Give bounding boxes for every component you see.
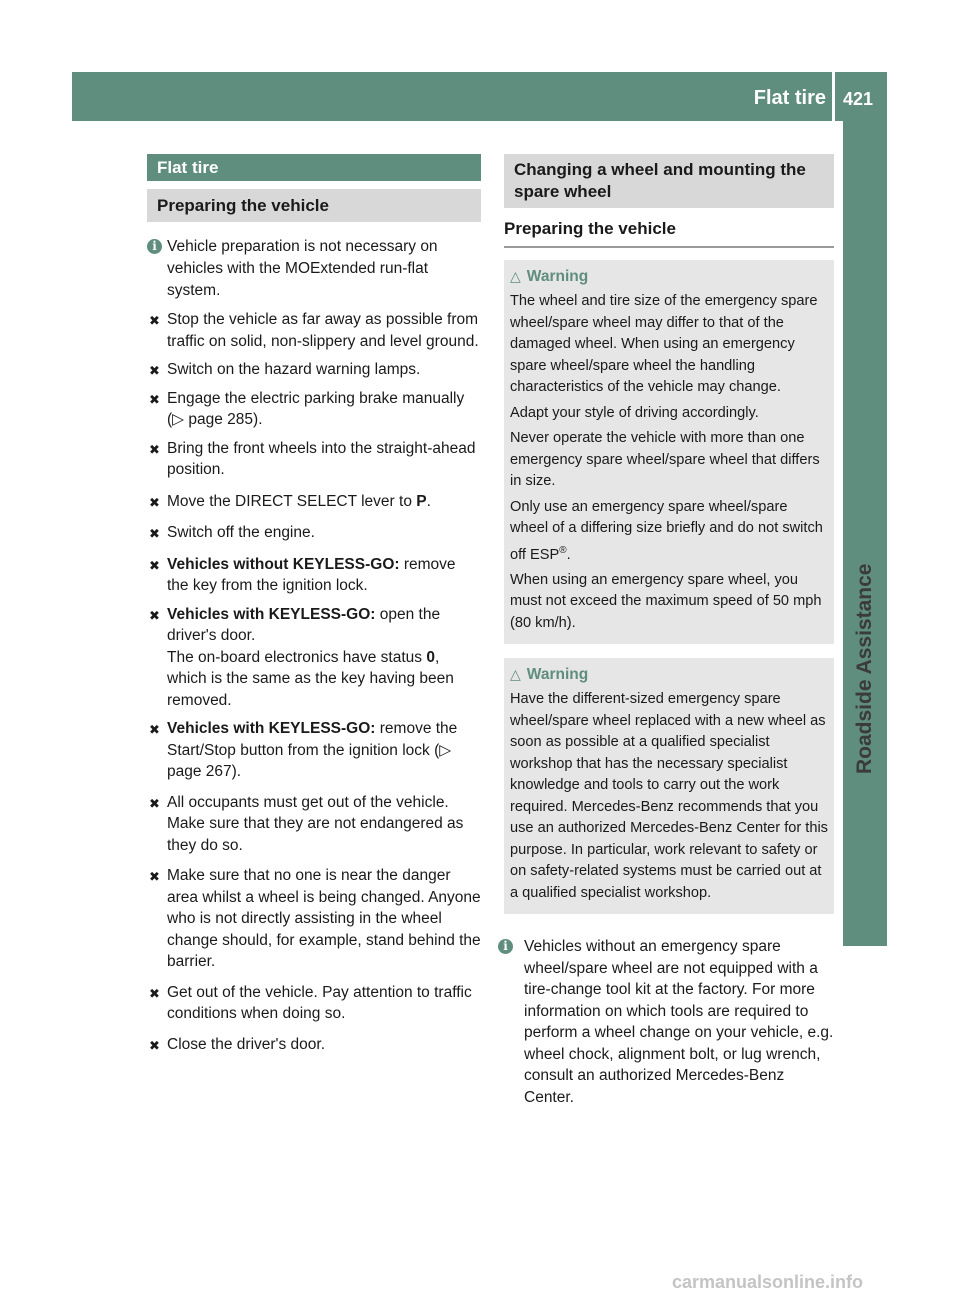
step-text: remove the Start/Stop button from the ignition lock (▷ page 267). (167, 720, 458, 780)
list-item (147, 1034, 481, 1056)
list-item (147, 554, 481, 597)
step-arrow-icon: ✖ (149, 1037, 160, 1053)
right-column (504, 154, 834, 1108)
esp-tail: . (566, 546, 571, 563)
step-extra-bold: 0 (426, 648, 435, 666)
step-text: remove the key from the ignition lock. (167, 555, 456, 594)
step-text: Get out of the vehicle. Pay attention to traffic conditions when doing so. (167, 983, 472, 1022)
step-text: open the driver's door. (167, 605, 441, 644)
step-text: Switch off the engine. (167, 524, 315, 541)
warning-triangle-icon: △ (510, 268, 521, 284)
esp-text: Only use an emergency spare wheel/spare wheel of a differing size briefly and do not switch off ESP (510, 498, 823, 563)
step-text: Close the driver's door. (167, 1035, 326, 1053)
warning-triangle-icon: △ (510, 666, 521, 683)
list-item (147, 438, 481, 481)
section-title: Flat tire (147, 154, 481, 181)
step-text: All occupants must get out of the vehicle. Make sure that they are not endangered as they do so. (167, 793, 464, 854)
list-item (147, 309, 481, 352)
registered-mark: ® (559, 544, 567, 556)
step-text: Switch on the hazard warning lamps. (167, 361, 421, 378)
step-arrow-icon: ✖ (149, 607, 160, 623)
step-arrow-icon: ✖ (149, 985, 160, 1001)
list-item (147, 522, 481, 544)
step-arrow-icon: ✖ (149, 795, 160, 811)
left-column (147, 154, 481, 1055)
step-text: Bring the front wheels into the straight-ahead position. (167, 439, 476, 478)
info-note (147, 236, 481, 302)
warning-paragraph: Never operate the vehicle with more than one emergency spare wheel/spare wheel that differs in size. (510, 430, 820, 489)
side-tab (843, 121, 887, 946)
step-arrow-icon: ✖ (149, 869, 160, 884)
list-item (147, 865, 481, 973)
info-note (504, 936, 834, 1108)
warning-heading (510, 664, 828, 685)
step-arrow-icon: ✖ (149, 441, 160, 457)
step-text: Make sure that no one is near the danger area whilst a wheel is being changed. Anyone who is not directly assisting in the wheel change should, for example, stand behind the barrier. (167, 867, 481, 970)
warning-paragraph: The wheel and tire size of the emergency spare wheel/spare wheel may differ to that of the damaged wheel. When using an emergency spare wheel/spare wheel the handling characteristics of the vehicle may change. (510, 293, 818, 395)
list-item (147, 604, 481, 712)
header-separator (832, 72, 835, 121)
warning-label: Warning (526, 268, 589, 285)
step-text: Move the DIRECT SELECT lever to (167, 492, 417, 510)
info-icon: i (498, 939, 513, 954)
step-arrow-icon: ✖ (149, 363, 160, 378)
watermark: carmanualsonline.info (672, 1272, 864, 1292)
step-extra: The on-board electronics have status (167, 648, 427, 666)
step-arrow-icon: ✖ (149, 557, 160, 573)
warning-label: Warning (526, 666, 589, 684)
step-text: Engage the electric parking brake manually (▷ page 285). (167, 389, 465, 428)
warning-heading (510, 266, 828, 287)
warning-paragraph: Have the different-sized emergency spare wheel/spare wheel replaced with a new wheel as soon as possible at a qualified specialist workshop that has the necessary specialist knowledge and tools to carry out the work required. Mercedes-Benz recommends that you use an authorized Mercedes-Benz Center for this purpose. In particular, work relevant to safety or on safety-related systems must be carried out at a qualified specialist workshop. (510, 691, 828, 901)
step-bold-label: Vehicles with KEYLESS-GO: (167, 605, 376, 623)
step-arrow-icon: ✖ (149, 313, 160, 328)
step-bold-label: Vehicles without KEYLESS-GO: (167, 555, 400, 573)
subsection-title-right: Preparing the vehicle (504, 208, 834, 248)
step-arrow-icon: ✖ (149, 526, 160, 541)
warning-paragraph-esp (510, 497, 828, 566)
list-item (147, 388, 481, 431)
step-tail: . (426, 492, 431, 510)
info-icon: i (147, 239, 162, 254)
step-arrow-icon: ✖ (149, 722, 160, 737)
step-text: Stop the vehicle as far away as possible from traffic on solid, non-slippery and level ground. (167, 311, 479, 350)
warning-box (504, 260, 834, 644)
subsection-title: Preparing the vehicle (147, 189, 481, 222)
list-item (147, 491, 481, 513)
step-arrow-icon: ✖ (149, 494, 160, 510)
page-number: 421 (843, 89, 874, 109)
side-tab-label: Roadside Assistance (853, 563, 876, 774)
list-item (147, 792, 481, 857)
list-item (147, 718, 481, 783)
step-bold-label: Vehicles with KEYLESS-GO: (167, 720, 376, 737)
warning-box (504, 658, 834, 914)
list-item (147, 359, 481, 381)
section-title-right: Changing a wheel and mounting the spare wheel (504, 154, 834, 208)
warning-paragraph: When using an emergency spare wheel, you must not exceed the maximum speed of 50 mph (80 km/h). (510, 571, 822, 631)
list-item (147, 982, 481, 1025)
step-extra-tail: , which is the same as the key having been removed. (167, 648, 454, 709)
info-note-text: Vehicles without an emergency spare wheel/spare wheel are not equipped with a tire-change tool kit at the factory. For more information on which tools are required to perform a wheel change on your vehicle, e.g. wheel chock, alignment bolt, or lug wrench, consult an authorized Mercedes-Benz Center. (524, 938, 834, 1106)
warning-paragraph: Adapt your style of driving accordingly. (510, 404, 759, 421)
step-arrow-icon: ✖ (149, 391, 160, 407)
step-bold-value: P (416, 492, 427, 510)
info-note-text: Vehicle preparation is not necessary on vehicles with the MOExtended run-flat system. (167, 238, 438, 299)
running-title: Flat tire (753, 87, 826, 109)
